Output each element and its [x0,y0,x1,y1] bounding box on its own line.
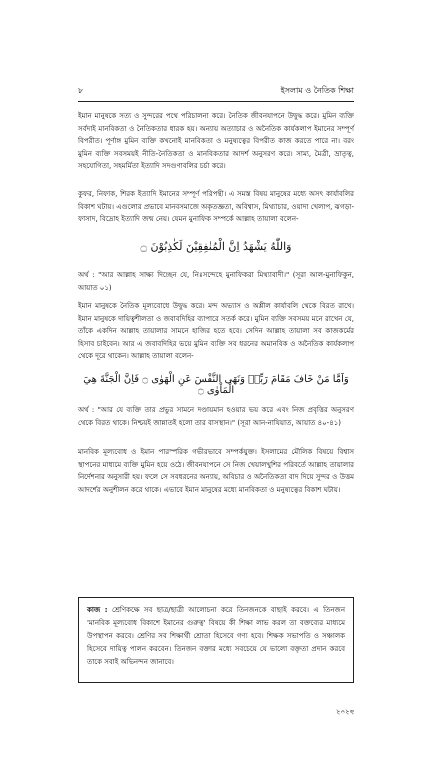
task-box [78,597,354,683]
paragraph-3: অর্থ : "আর আল্লাহ সাক্ষ্য দিচ্ছেন যে, নিঃসন্দেহে মুনাফিকরা মিথ্যাবাদী।" (সূরা আল-মুনাফিকুন, আয়াত ০১) [78,271,354,292]
paragraph-5: অর্থ : "আর যে ব্যক্তি তার প্রভুর সামনে দণ্ডায়মান হওয়ার ভয় করে এবং নিজ প্রবৃত্তির অনুসরণ থেকে বিরত থাকে। নিশ্চয়ই জান্নাতই হলো তার বাসস্থান।" (সূরা আন-নাযিয়াত, আয়াত ৪০-৪১) [78,406,354,427]
paragraph-2: কুফর, নিফাক, শিরক ইত্যাদি ইমানের সম্পূর্ণ পরিপন্থী। এ সমস্ত বিষয় মানুষের মধ্যে অসৎ কার্যাবলির বিকাশ ঘটায়। এগুলোর প্রভাবে মানবসমাজে অকৃতজ্ঞতা, অবিশ্বাস, মিথ্যাচার, ওয়াদা খেলাপ, ঝগড়া-ফাসাদ, বিদ্রোহ ইত্যাদি জন্ম নেয়। যেমন মুনাফিক সম্পর্কে আল্লাহ তায়ালা বলেন- [78,190,354,223]
paragraph-1: ইমান মানুষকে সত্য ও সুন্দরের পথে পরিচালনা করে। নৈতিক জীবনযাপনে উদ্বুদ্ধ করে। মুমিন ব্যক্তি সর্বদাই মানবিকতা ও নৈতিকতার ধারক হয়। অন্যায় অত্যাচার ও অনৈতিক কার্যকলাপ ইমানের সম্পূর্ণ বিপরীত। পূর্ণাঙ্গ মুমিন ব্যক্তি কখনোই মানবিকতা ও মনুষ্যত্বের বিপরীত কাজ করতে পারে না। বরং মুমিন ব্যক্তি সবসময়ই নীতি-নৈতিকতা ও মানবিকতার আদর্শ অনুসরণ করে। সাম্য, মৈত্রী, ভ্রাতৃত্ব, সহযোগিতা, সহমর্মিতা ইত্যাদি সদগুণাবলির চর্চা করে। [78,112,354,170]
page-footer-code: ৯২০২ [335,708,354,716]
task-label: কাজ : [87,606,108,614]
paragraph-6: মানবিক মূল্যবোধ ও ইমান পারস্পরিক গভীরভাবে সম্পর্কযুক্ত। ইসলামের মৌলিক বিষয়ে বিশ্বাস স্থাপনের মাধ্যমে ব্যক্তি মুমিন হয়ে ওঠে। জীবনযাপনে সে নিজ খেয়ালখুশির পরিবর্তে আল্লাহ তায়ালার নির্দেশনার অনুসারী হয়। ফলে সে সবধরনের অন্যায়, অবিচার ও অনৈতিকতা বাদ দিয়ে সুন্দর ও উত্তম আদর্শের অনুশীলন করে থাকে। এভাবে ইমান মানুষের মধ্যে মানবিকতা ও মনুষ্যত্বের বিকাশ ঘটায়। [78,448,354,494]
task-text: শ্রেণিকক্ষে সব ছাত্র/ছাত্রী আলোচনা করে তিনজনকে বাছাই করবে। এ তিনজন 'মানবিক মূল্যবোধ বিকাশে ইমানের গুরুত্ব' বিষয়ে কী শিক্ষা লাভ করল তা বক্তব্যের মাধ্যমে উপস্থাপন করবে। শ্রেণির সব শিক্ষার্থী শ্রোতা হিসেবে গণ্য হবে। শিক্ষক সভাপতি ও সঞ্চালক হিসেবে দায়িত্ব পালন করবেন। তিনজন বক্তার মধ্যে সবচেয়ে যে ভালো বক্তৃতা প্রদান করবে তাকে সবাই অভিনন্দন জানাবে। [87,606,345,666]
page-number: ৮ [78,86,84,95]
page-header [78,85,354,99]
ayat-2: وَاَمَّا مَنْ خَافَ مَقَامَ رَبِّهٖ وَنَهَى النَّفْسَ عَنِ الْهَوٰى ۝ فَاِنَّ الْجَنَّةَ هِيَ الْمَاْوٰى ۝ [83,374,349,396]
page-title: ইসলাম ও নৈতিক শিক্ষা [280,86,354,95]
ayat-1: وَاللّٰهُ يَشْهَدُ اِنَّ الْمُنٰفِقِيْنَ لَكٰذِبُوْنَ ۝ [140,240,292,253]
header-rule [78,101,354,102]
paragraph-4: ইমান মানুষকে নৈতিক মূল্যবোধে উদ্বুদ্ধ করে। মন্দ অভ্যাস ও অশ্লীল কার্যাবলি থেকে বিরত রাখে। ইমান মানুষকে দায়িত্বশীলতা ও জবাবদিহির ব্যাপারে সতর্ক করে। মুমিন ব্যক্তি সবসময় মনে রাখেন যে, তাঁকে একদিন আল্লাহ তায়ালার সামনে হাজির হতে হবে। সেদিন আল্লাহ তায়ালা সব কাজকর্মের হিসাব চাইবেন। আর এ জবাবদিহির ভয়ে মুমিন ব্যক্তি সব ধরনের অমানবিক ও অনৈতিক কার্যকলাপ থেকে দূরে থাকেন। আল্লাহ তায়ালা বলেন- [78,302,354,360]
